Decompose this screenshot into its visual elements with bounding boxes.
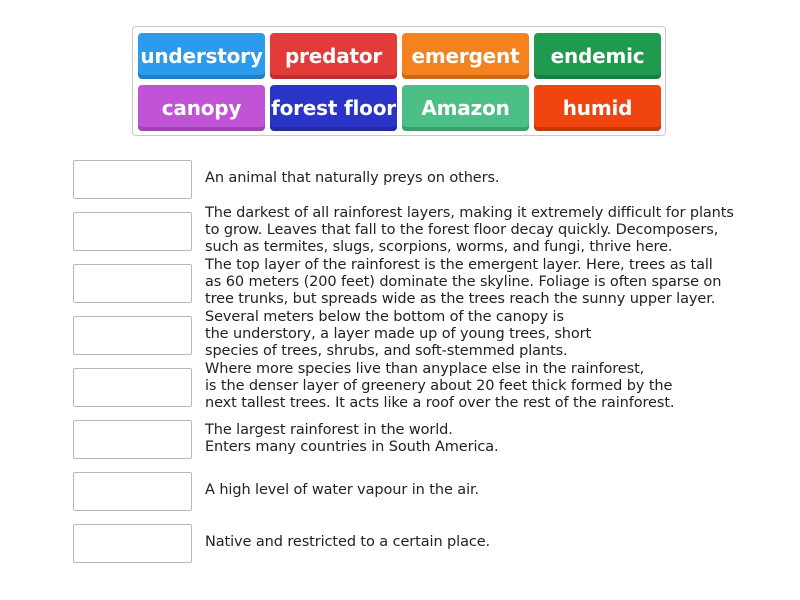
- answer-slot-6[interactable]: [73, 420, 192, 459]
- answer-slot-7[interactable]: [73, 472, 192, 511]
- word-tile-humid[interactable]: humid: [534, 85, 661, 131]
- answer-slot-2[interactable]: [73, 212, 192, 251]
- clue-text-8: Native and restricted to a certain place.: [205, 534, 491, 550]
- clue-text-1: An animal that naturally preys on others.: [205, 170, 500, 186]
- answer-slot-3[interactable]: [73, 264, 192, 303]
- answer-slot-8[interactable]: [73, 524, 192, 563]
- word-tile-emergent[interactable]: emergent: [402, 33, 529, 79]
- clue-text-3: The top layer of the rainforest is the emergent layer. Here, trees as tall as 60 meters (200 feet) dominate the skyline. Foliage is often sparse on tree trunks, but spreads wide as the trees reach the sunny upper layer.: [205, 257, 722, 308]
- answer-slot-1[interactable]: [73, 160, 192, 199]
- answer-slot-4[interactable]: [73, 316, 192, 355]
- clue-text-7: A high level of water vapour in the air.: [205, 482, 480, 498]
- clue-text-2: The darkest of all rainforest layers, making it extremely difficult for plants to grow. Leaves that fall to the forest floor decay quickly. Decomposers, such as termites, slugs, scorpions, worms, and fungi, thrive here.: [205, 205, 734, 256]
- word-tile-forest-floor[interactable]: forest floor: [270, 85, 397, 131]
- clue-text-4: Several meters below the bottom of the canopy is the understory, a layer made up of young trees, short species of trees, shrubs, and soft-stemmed plants.: [205, 309, 592, 360]
- word-bank: [132, 26, 666, 136]
- word-tile-amazon[interactable]: Amazon: [402, 85, 529, 131]
- word-tile-endemic[interactable]: endemic: [534, 33, 661, 79]
- clue-text-5: Where more species live than anyplace else in the rainforest, is the denser layer of greenery about 20 feet thick formed by the next tallest trees. It acts like a roof over the rest of the rainforest.: [205, 361, 675, 412]
- answer-slot-5[interactable]: [73, 368, 192, 407]
- clue-text-6: The largest rainforest in the world. Enters many countries in South America.: [205, 422, 499, 456]
- word-tile-canopy[interactable]: canopy: [138, 85, 265, 131]
- word-tile-understory[interactable]: understory: [138, 33, 265, 79]
- word-tile-predator[interactable]: predator: [270, 33, 397, 79]
